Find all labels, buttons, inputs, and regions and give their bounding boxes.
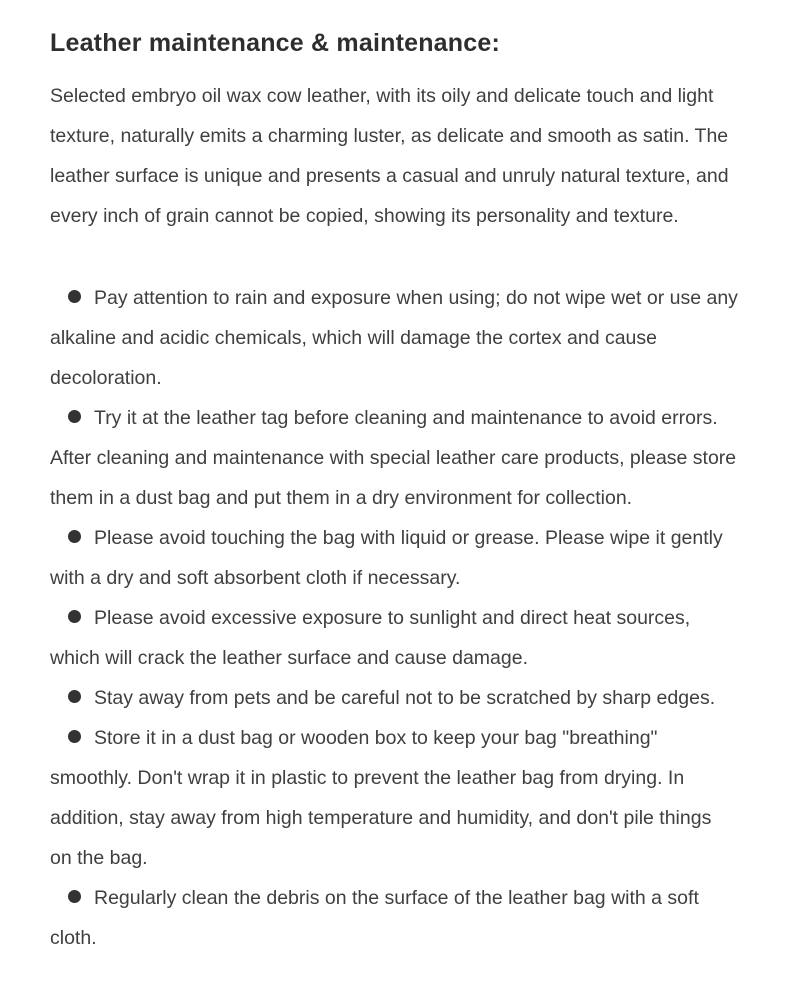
bullet-icon bbox=[68, 690, 81, 703]
list-item-text: Please avoid excessive exposure to sunlight and direct heat sources, which will crack the leather surface and cause damage. bbox=[50, 607, 691, 669]
bullet-icon bbox=[68, 730, 81, 743]
bullet-icon bbox=[68, 890, 81, 903]
list-item bbox=[50, 518, 738, 598]
bullet-icon bbox=[68, 530, 81, 543]
bullet-icon bbox=[68, 610, 81, 623]
list-item-text: Store it in a dust bag or wooden box to keep your bag "breathing" smoothly. Don't wrap it in plastic to prevent the leather bag from drying. In addition, stay away from high temperature and humidity, and don't pile things on the bag. bbox=[50, 727, 712, 869]
page-title: Leather maintenance & maintenance: bbox=[50, 29, 500, 57]
list-item bbox=[50, 598, 738, 678]
list-item bbox=[50, 678, 738, 718]
bullet-icon bbox=[68, 290, 81, 303]
list-item-text: Try it at the leather tag before cleaning and maintenance to avoid errors. After cleaning and maintenance with special leather care products, please store them in a dust bag and put them in a dry environment for collection. bbox=[50, 407, 737, 509]
list-item-text: Pay attention to rain and exposure when using; do not wipe wet or use any alkaline and acidic chemicals, which will damage the cortex and cause decoloration. bbox=[50, 287, 738, 389]
list-item bbox=[50, 398, 738, 518]
list-item-text: Please avoid touching the bag with liquid or grease. Please wipe it gently with a dry and soft absorbent cloth if necessary. bbox=[50, 527, 723, 589]
intro-paragraph: Selected embryo oil wax cow leather, with its oily and delicate touch and light texture, naturally emits a charming luster, as delicate and smooth as satin. The leather surface is unique and presents a casual and unruly natural texture, and every inch of grain cannot be copied, showing its personality and texture. bbox=[50, 85, 729, 227]
bullet-icon bbox=[68, 410, 81, 423]
list-item-text: Stay away from pets and be careful not to be scratched by sharp edges. bbox=[94, 687, 716, 709]
list-item bbox=[50, 718, 738, 878]
list-item bbox=[50, 878, 738, 958]
list-item-text: Regularly clean the debris on the surface of the leather bag with a soft cloth. bbox=[50, 887, 699, 949]
care-instructions-list bbox=[50, 278, 738, 958]
list-item bbox=[50, 278, 738, 398]
